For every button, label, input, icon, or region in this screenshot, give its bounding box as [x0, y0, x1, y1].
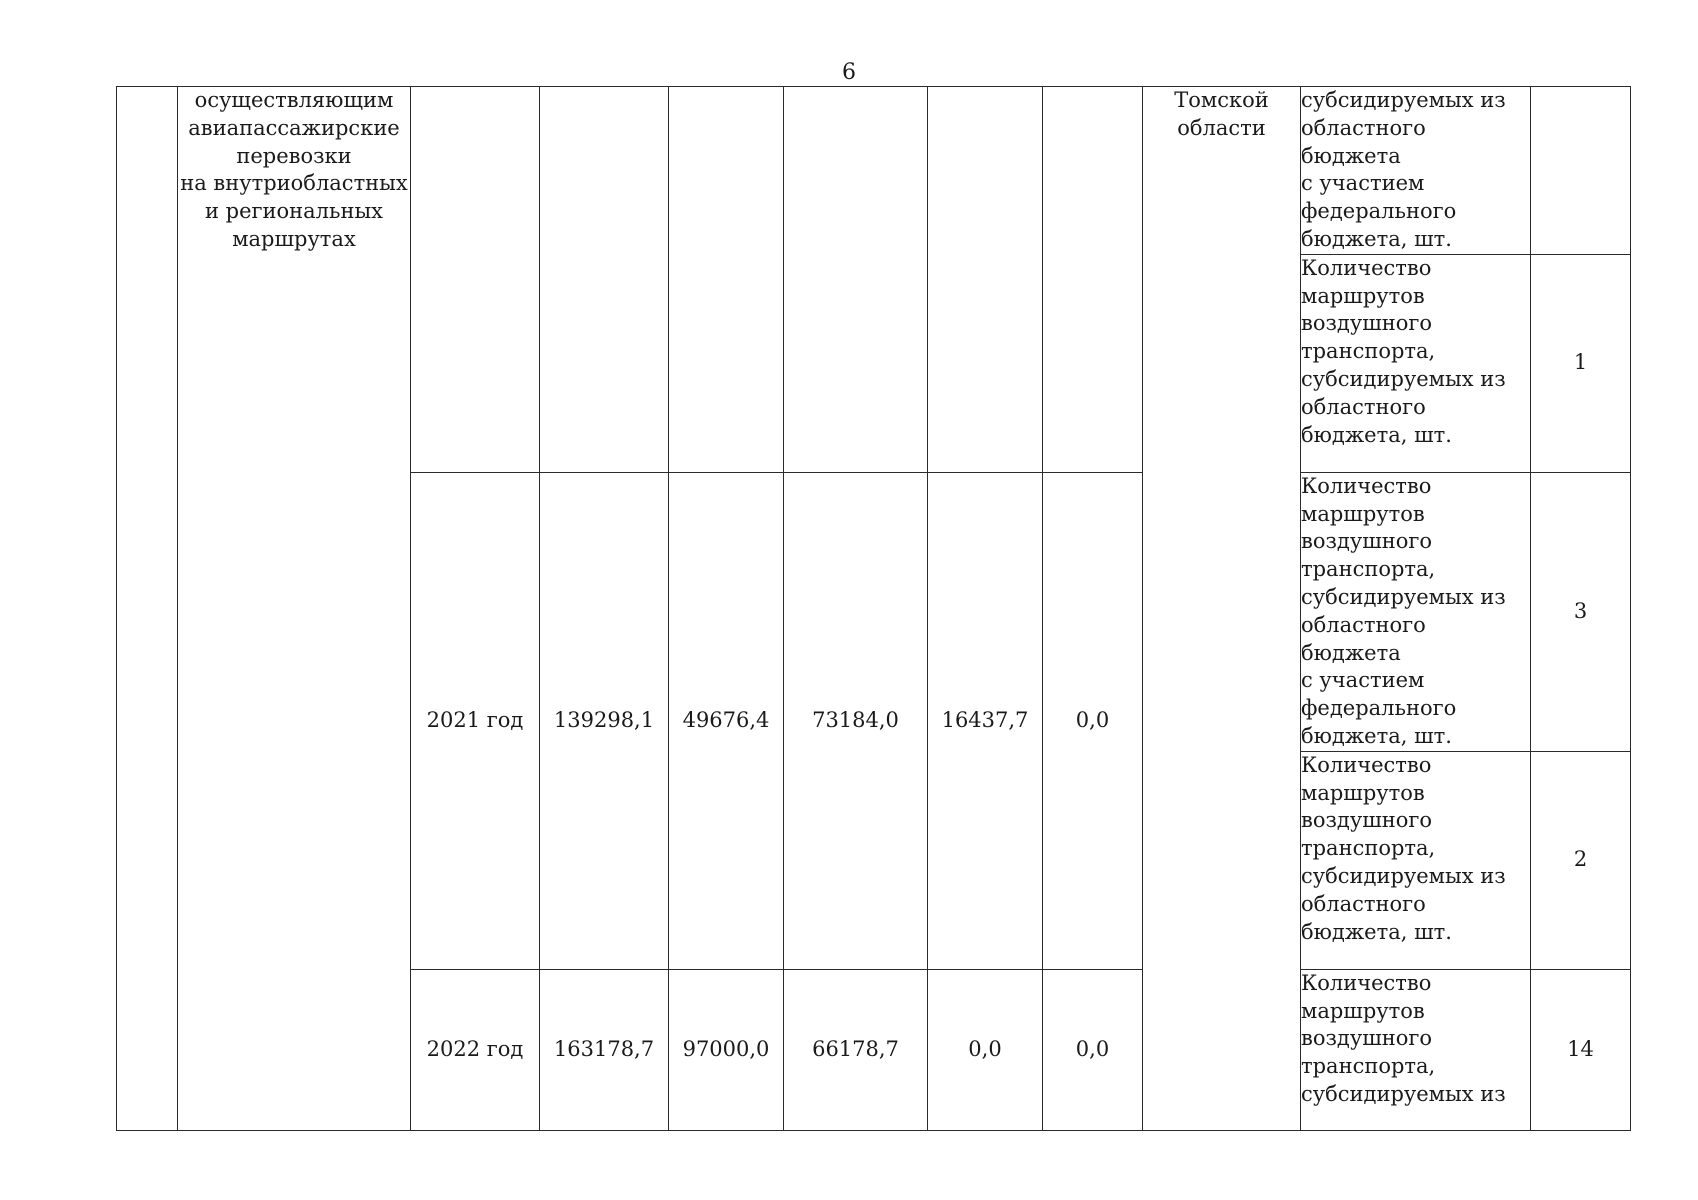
indicator-name: Количество маршрутов воздушного транспорта, субсидируемых из областного бюджета, шт.: [1301, 254, 1531, 472]
regional-cell-prev: [784, 87, 928, 473]
executor-name: Томской области: [1174, 88, 1269, 140]
year-cell: 2021 год: [411, 472, 540, 969]
federal-cell-prev: [669, 87, 784, 473]
other-cell: 0,0: [1043, 969, 1143, 1130]
total-cell: 163178,7: [540, 969, 669, 1130]
number-cell: [117, 87, 178, 1131]
page-number: 6: [842, 60, 856, 85]
total-cell-prev: [540, 87, 669, 473]
federal-cell: 49676,4: [669, 472, 784, 969]
measure-name-cell: [178, 87, 411, 1131]
total-cell: 139298,1: [540, 472, 669, 969]
other-cell-prev: [1043, 87, 1143, 473]
table-row: [117, 87, 1631, 255]
measure-name: осуществляющим авиапассажирские перевозки на внутриобластных и региональных маршрутах: [180, 88, 408, 251]
other-cell: 0,0: [1043, 472, 1143, 969]
indicator-value: 14: [1531, 969, 1631, 1130]
local-cell: 0,0: [928, 969, 1043, 1130]
indicator-name: субсидируемых из областного бюджета с участием федерального бюджета, шт.: [1301, 87, 1531, 255]
indicator-name: Количество маршрутов воздушного транспорта, субсидируемых из областного бюджета, шт.: [1301, 751, 1531, 969]
local-cell-prev: [928, 87, 1043, 473]
indicator-name: Количество маршрутов воздушного транспорта, субсидируемых из областного бюджета с участием федерального бюджета, шт.: [1301, 472, 1531, 751]
regional-cell: 66178,7: [784, 969, 928, 1130]
indicator-value: 3: [1531, 472, 1631, 751]
indicator-name: Количество маршрутов воздушного транспорта, субсидируемых из: [1301, 969, 1531, 1130]
federal-cell: 97000,0: [669, 969, 784, 1130]
executor-cell: [1143, 87, 1301, 1131]
indicator-value: 1: [1531, 254, 1631, 472]
indicator-value: 2: [1531, 751, 1631, 969]
regional-cell: 73184,0: [784, 472, 928, 969]
year-cell: 2022 год: [411, 969, 540, 1130]
program-measures-table: [116, 86, 1631, 1131]
local-cell: 16437,7: [928, 472, 1043, 969]
year-cell-prev: [411, 87, 540, 473]
indicator-value: [1531, 87, 1631, 255]
